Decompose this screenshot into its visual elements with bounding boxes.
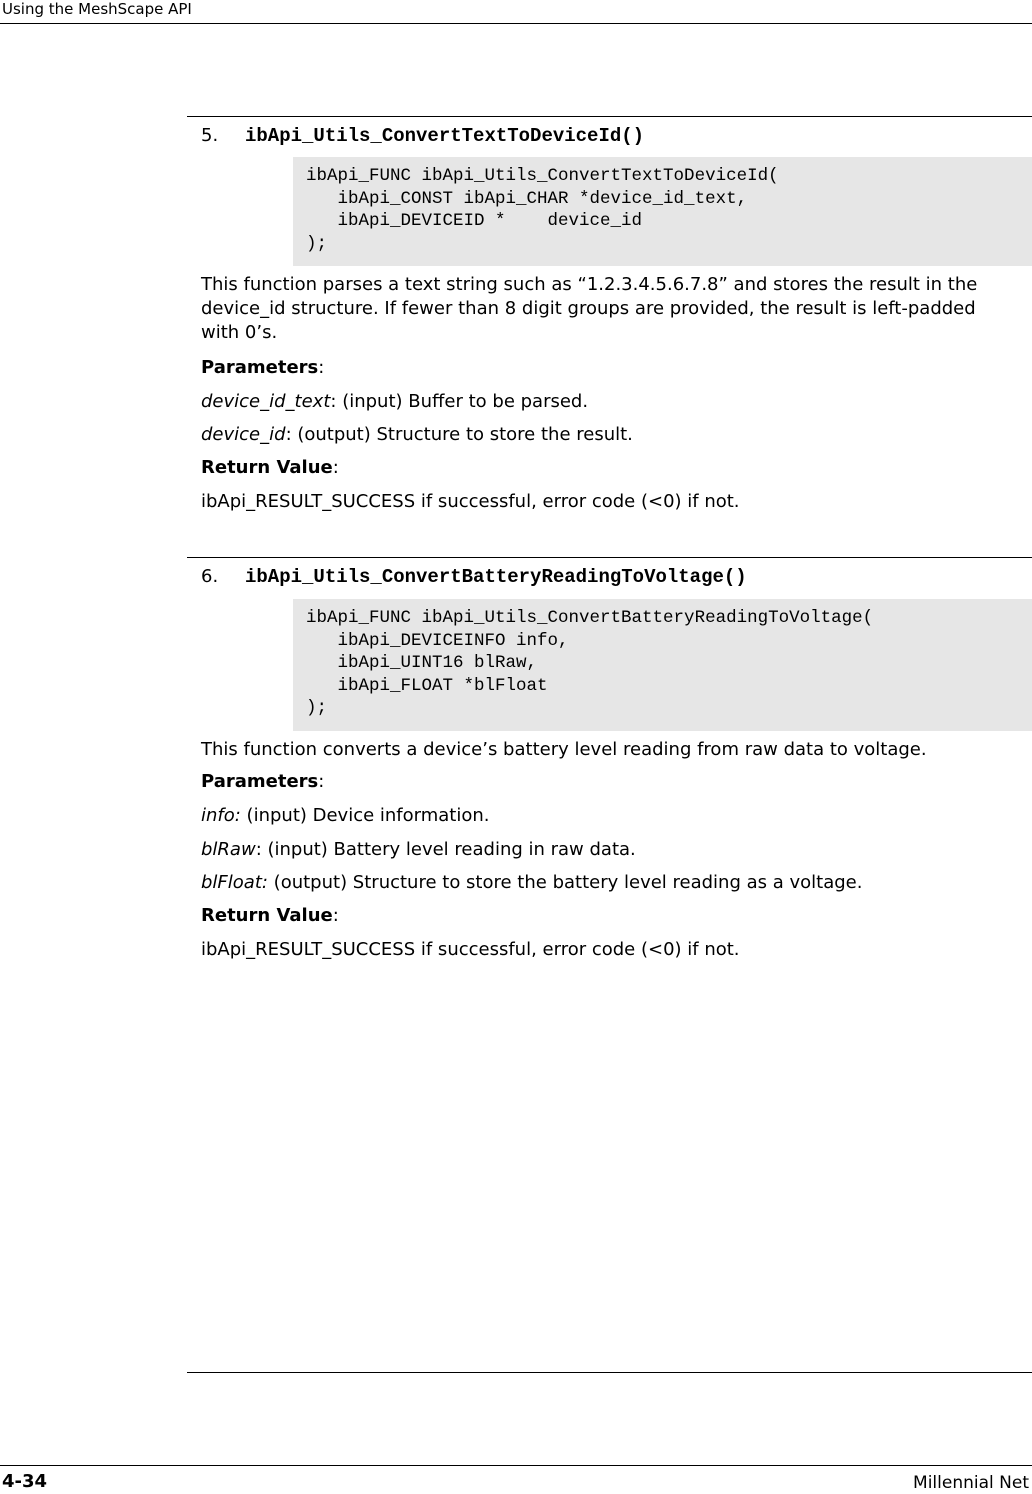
return-label: Return Value — [201, 905, 333, 926]
parameter-desc: : (output) Structure to store the result. — [285, 424, 633, 445]
code-line: ibApi_FUNC ibApi_Utils_ConvertBatteryReadingToVoltage( — [306, 608, 874, 628]
parameters-label: Parameters — [201, 771, 319, 792]
return-heading: Return Value: — [201, 457, 339, 478]
parameter-name: device_id — [201, 424, 286, 445]
code-line: ibApi_DEVICEID * device_id — [306, 211, 643, 231]
code-line: ibApi_UINT16 blRaw, — [306, 653, 538, 673]
running-header: Using the MeshScape API — [2, 0, 192, 18]
code-line: ibApi_DEVICEINFO info, — [306, 630, 569, 651]
parameter-entry — [201, 423, 1016, 447]
footer-divider — [0, 1465, 1032, 1466]
parameter-entry — [201, 871, 1016, 895]
section-divider — [187, 557, 1032, 558]
return-label: Return Value — [201, 457, 333, 478]
section-number: 6. — [201, 566, 219, 587]
return-value-text: ibApi_RESULT_SUCCESS if successful, error code (<0) if not. — [201, 939, 740, 960]
code-line: ibApi_FUNC ibApi_Utils_ConvertTextToDeviceId( — [306, 166, 779, 186]
parameters-label: Parameters — [201, 357, 319, 378]
parameter-desc: (output) Structure to store the battery level reading as a voltage. — [267, 872, 863, 893]
function-heading — [201, 566, 747, 588]
parameter-entry — [201, 838, 1016, 862]
parameter-desc: : (input) Battery level reading in raw data. — [255, 839, 636, 860]
parameter-desc: (input) Device information. — [240, 805, 490, 826]
code-block — [293, 157, 1032, 266]
code-line: ibApi_FLOAT *blFloat — [306, 675, 548, 696]
parameter-name: device_id_text — [201, 391, 331, 412]
function-description: This function parses a text string such as “1.2.3.4.5.6.7.8” and stores the result in the device_id structure. If fewer than 8 digit groups are provided, the result is left-padded with 0’s. — [201, 274, 978, 343]
code-line: ibApi_CONST ibApi_CHAR *device_id_text, — [306, 188, 748, 209]
parameter-name: blRaw — [201, 839, 256, 860]
function-name: ibApi_Utils_ConvertBatteryReadingToVoltage() — [245, 566, 747, 588]
code-block — [293, 599, 1032, 731]
return-heading: Return Value: — [201, 905, 339, 926]
parameter-entry — [201, 804, 1016, 828]
parameters-heading: Parameters: — [201, 771, 325, 792]
code-line: ); — [306, 233, 328, 254]
function-name: ibApi_Utils_ConvertTextToDeviceId() — [245, 125, 645, 147]
parameter-desc: : (input) Buffer to be parsed. — [330, 391, 589, 412]
return-value-text: ibApi_RESULT_SUCCESS if successful, error code (<0) if not. — [201, 491, 740, 512]
header-divider — [0, 23, 1032, 24]
content-end-divider — [187, 1372, 1032, 1373]
code-line: ); — [306, 698, 328, 718]
function-heading — [201, 125, 644, 147]
publisher-name: Millennial Net — [913, 1473, 1029, 1493]
function-description: This function converts a device’s battery level reading from raw data to voltage. — [201, 739, 927, 760]
parameter-entry — [201, 390, 1016, 414]
parameter-name: blFloat: — [201, 872, 268, 893]
parameter-name: info: — [201, 805, 241, 826]
page-number: 4-34 — [2, 1471, 48, 1492]
section-divider — [187, 116, 1032, 117]
parameters-heading: Parameters: — [201, 357, 325, 378]
section-number: 5. — [201, 125, 219, 146]
